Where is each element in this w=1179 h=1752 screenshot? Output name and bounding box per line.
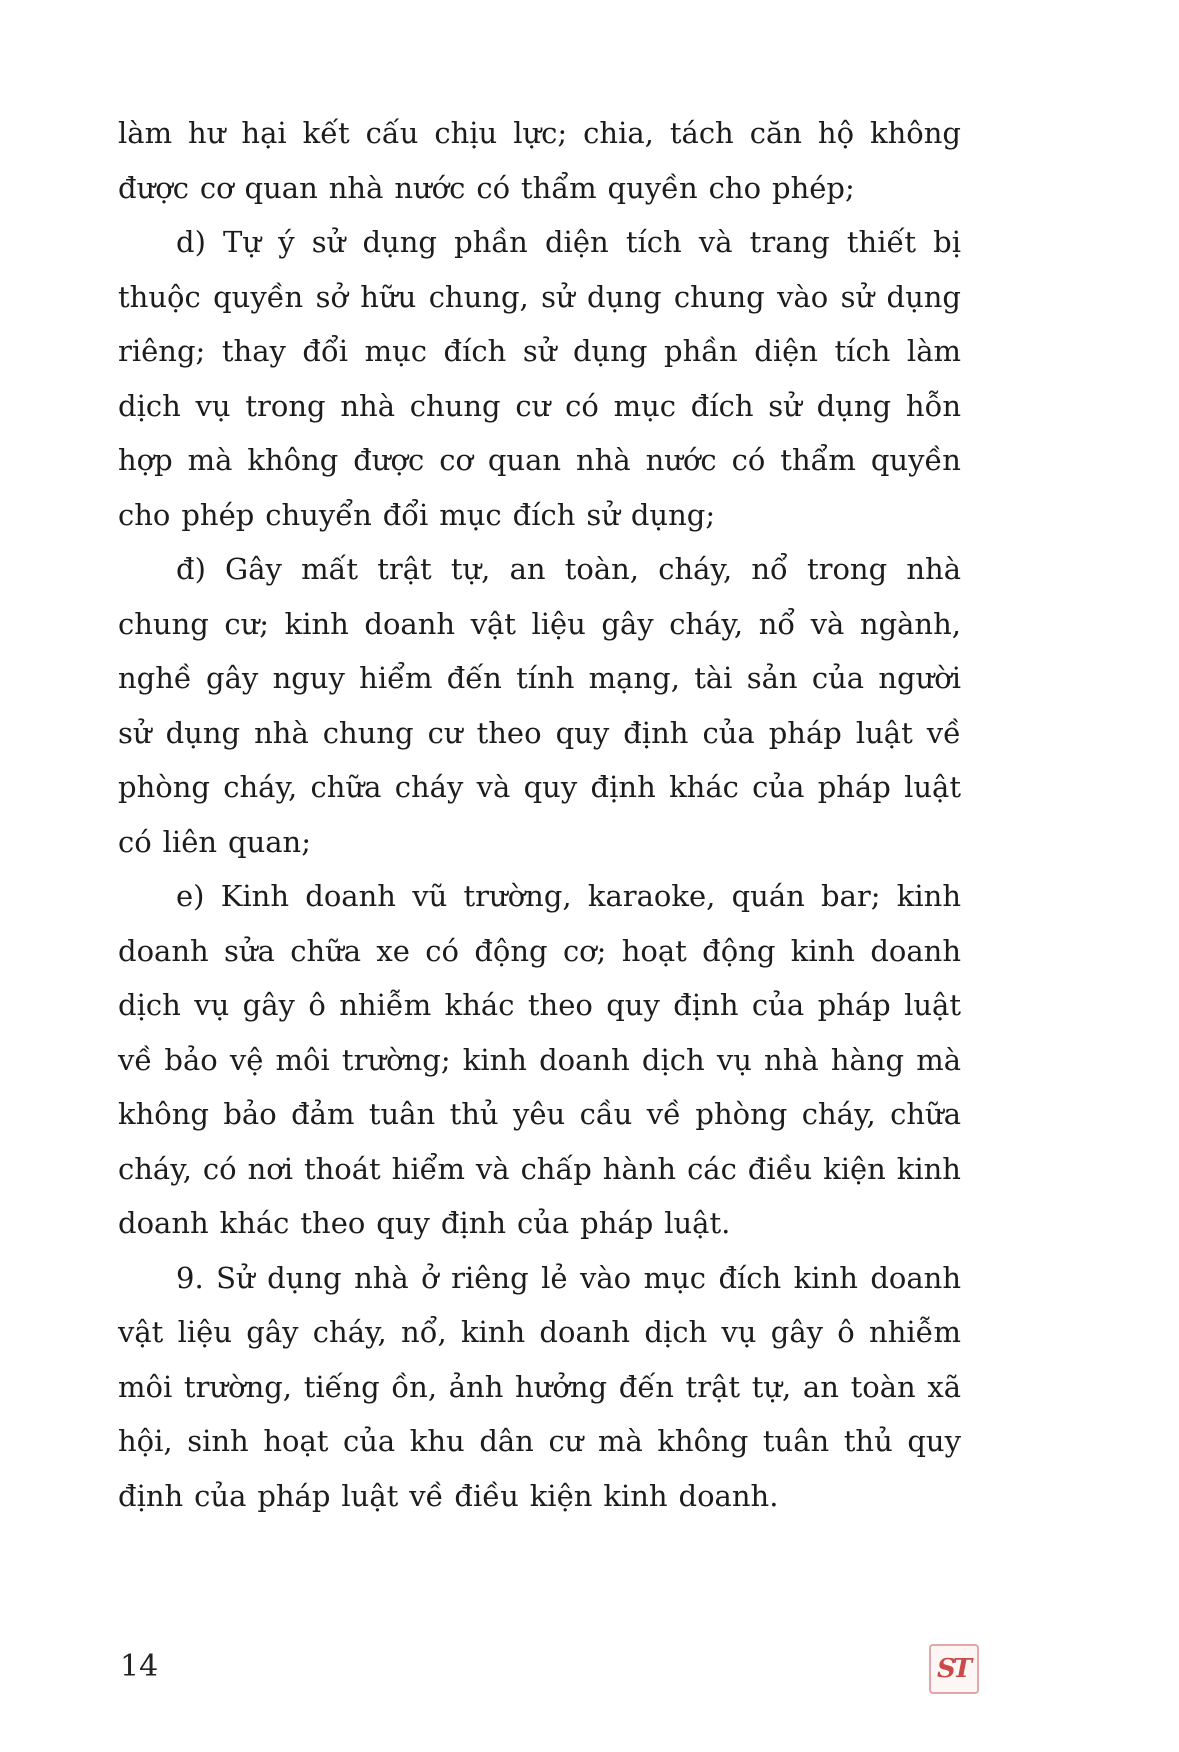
- paragraph: làm hư hại kết cấu chịu lực; chia, tách căn hộ không được cơ quan nhà nước có thẩm quyền cho phép;: [118, 116, 961, 205]
- paragraph: d) Tự ý sử dụng phần diện tích và trang thiết bị thuộc quyền sở hữu chung, sử dụng chung vào sử dụng riêng; thay đổi mục đích sử dụng phần diện tích làm dịch vụ trong nhà chung cư có mục đích sử dụng hỗn hợp mà không được cơ quan nhà nước có thẩm quyền cho phép chuyển đổi mục đích sử dụng;: [118, 225, 961, 532]
- text-block: [118, 106, 961, 1523]
- paragraph: đ) Gây mất trật tự, an toàn, cháy, nổ trong nhà chung cư; kinh doanh vật liệu gây cháy, nổ và ngành, nghề gây nguy hiểm đến tính mạng, tài sản của người sử dụng nhà chung cư theo quy định của pháp luật về phòng cháy, chữa cháy và quy định khác của pháp luật có liên quan;: [118, 552, 961, 859]
- publisher-logo-text: ST: [936, 1654, 970, 1684]
- page-footer: [0, 1612, 1179, 1752]
- page-number: 14: [120, 1649, 159, 1684]
- paragraph: 9. Sử dụng nhà ở riêng lẻ vào mục đích kinh doanh vật liệu gây cháy, nổ, kinh doanh dịch vụ gây ô nhiễm môi trường, tiếng ồn, ảnh hưởng đến trật tự, an toàn xã hội, sinh hoạt của khu dân cư mà không tuân thủ quy định của pháp luật về điều kiện kinh doanh.: [118, 1260, 961, 1513]
- publisher-logo: [929, 1644, 979, 1694]
- paragraph: e) Kinh doanh vũ trường, karaoke, quán bar; kinh doanh sửa chữa xe có động cơ; hoạt động kinh doanh dịch vụ gây ô nhiễm khác theo quy định của pháp luật về bảo vệ môi trường; kinh doanh dịch vụ nhà hàng mà không bảo đảm tuân thủ yêu cầu về phòng cháy, chữa cháy, có nơi thoát hiểm và chấp hành các điều kiện kinh doanh khác theo quy định của pháp luật.: [118, 879, 961, 1240]
